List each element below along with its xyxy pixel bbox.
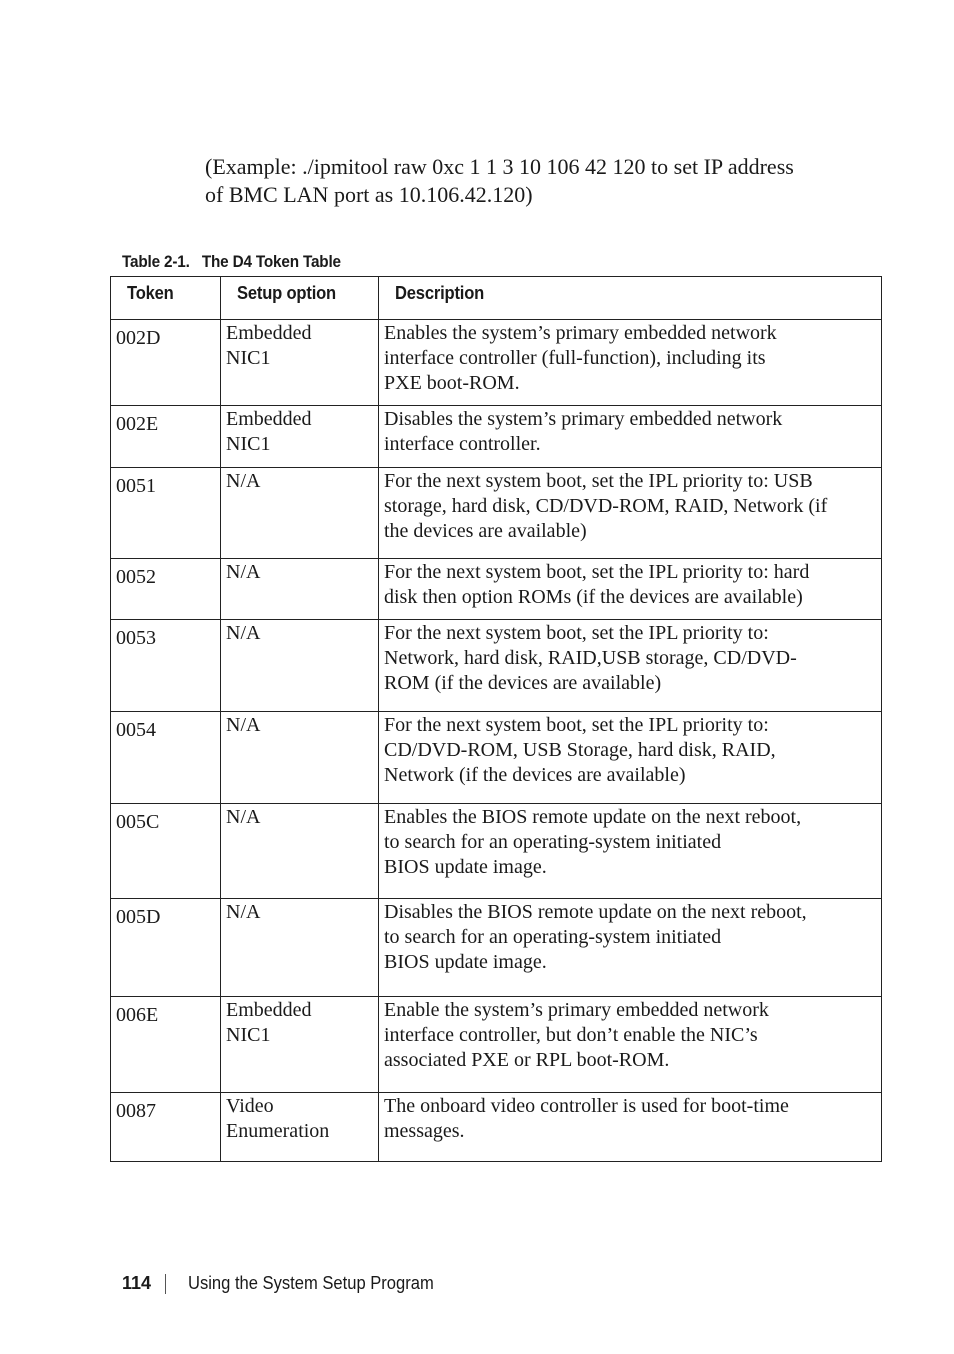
description-line: interface controller (full-function), including its [384,347,766,369]
description-line: associated PXE or RPL boot-ROM. [384,1049,670,1071]
description-line: BIOS update image. [384,856,547,878]
token-cell: 0053 [111,620,221,712]
table-caption: Table 2-1. The D4 Token Table [122,252,341,271]
description-line: CD/DVD-ROM, USB Storage, hard disk, RAID, [384,739,776,761]
setup-option-cell [221,804,379,899]
setup-option-line: N/A [226,470,261,492]
table-row [111,712,882,804]
setup-option-cell [221,559,379,620]
token-cell: 0087 [111,1093,221,1162]
setup-option-cell [221,899,379,997]
description-line: The onboard video controller is used for boot-time [384,1095,789,1117]
token-cell: 002E [111,406,221,468]
footer-section-title: Using the System Setup Program [188,1273,434,1293]
setup-option-cell [221,620,379,712]
intro-paragraph [205,153,845,209]
table-row [111,559,882,620]
setup-option-line: NIC1 [226,347,271,369]
table-header-row [111,277,882,320]
description-line: Enables the BIOS remote update on the next reboot, [384,806,802,828]
description-line: For the next system boot, set the IPL priority to: [384,714,769,736]
setup-option-line: N/A [226,561,261,583]
setup-option-cell [221,320,379,406]
description-line: the devices are available) [384,520,587,542]
description-line: Disables the system’s primary embedded network [384,408,783,430]
token-cell: 005D [111,899,221,997]
description-line: BIOS update image. [384,951,547,973]
setup-option-line: N/A [226,901,261,923]
description-cell [379,804,882,899]
setup-option-line: Embedded [226,408,312,430]
token-cell: 0054 [111,712,221,804]
description-cell [379,1093,882,1162]
column-header-description: Description [379,277,882,320]
description-line: Disables the BIOS remote update on the next reboot, [384,901,807,923]
table-row [111,620,882,712]
description-line: Network, hard disk, RAID,USB storage, CD/DVD- [384,647,797,669]
description-line: PXE boot-ROM. [384,372,520,394]
table-row [111,468,882,559]
table-row [111,320,882,406]
description-line: For the next system boot, set the IPL priority to: [384,622,769,644]
description-cell [379,468,882,559]
token-cell: 0051 [111,468,221,559]
setup-option-line: NIC1 [226,433,271,455]
table-row [111,406,882,468]
description-cell [379,620,882,712]
setup-option-cell [221,1093,379,1162]
description-cell [379,899,882,997]
setup-option-cell [221,997,379,1093]
description-line: Enables the system’s primary embedded network [384,322,777,344]
token-cell: 005C [111,804,221,899]
d4-token-table [110,276,882,1162]
description-line: interface controller. [384,433,541,455]
setup-option-line: N/A [226,622,261,644]
table-row [111,997,882,1093]
description-line: Enable the system’s primary embedded network [384,999,769,1021]
description-line: interface controller, but don’t enable the NIC’s [384,1024,758,1046]
setup-option-line: N/A [226,806,261,828]
table-row [111,1093,882,1162]
description-line: to search for an operating-system initiated [384,831,722,853]
intro-line: (Example: ./ipmitool raw 0xc 1 1 3 10 106 42 120 to set IP address [205,154,794,179]
description-line: ROM (if the devices are available) [384,672,662,694]
description-cell [379,406,882,468]
setup-option-cell [221,712,379,804]
setup-option-cell [221,468,379,559]
description-cell [379,320,882,406]
description-line: For the next system boot, set the IPL priority to: USB [384,470,813,492]
token-cell: 002D [111,320,221,406]
token-cell: 006E [111,997,221,1093]
description-cell [379,997,882,1093]
description-line: Network (if the devices are available) [384,764,686,786]
table-row [111,899,882,997]
setup-option-cell [221,406,379,468]
table-body [111,320,882,1162]
description-line: disk then option ROMs (if the devices are available) [384,586,803,608]
token-cell: 0052 [111,559,221,620]
setup-option-line: Enumeration [226,1120,330,1142]
setup-option-line: Video [226,1095,274,1117]
setup-option-line: Embedded [226,322,312,344]
description-line: messages. [384,1120,465,1142]
page-footer [122,1273,455,1294]
description-cell [379,712,882,804]
setup-option-line: Embedded [226,999,312,1021]
description-line: storage, hard disk, CD/DVD-ROM, RAID, Network (if [384,495,828,517]
page-number: 114 [122,1273,152,1293]
description-line: to search for an operating-system initiated [384,926,722,948]
intro-line: of BMC LAN port as 10.106.42.120) [205,182,533,207]
table-row [111,804,882,899]
description-line: For the next system boot, set the IPL priority to: hard [384,561,810,583]
column-header-setup-option: Setup option [221,277,379,320]
setup-option-line: NIC1 [226,1024,271,1046]
setup-option-line: N/A [226,714,261,736]
column-header-token: Token [111,277,221,320]
description-cell [379,559,882,620]
footer-divider [165,1274,166,1294]
